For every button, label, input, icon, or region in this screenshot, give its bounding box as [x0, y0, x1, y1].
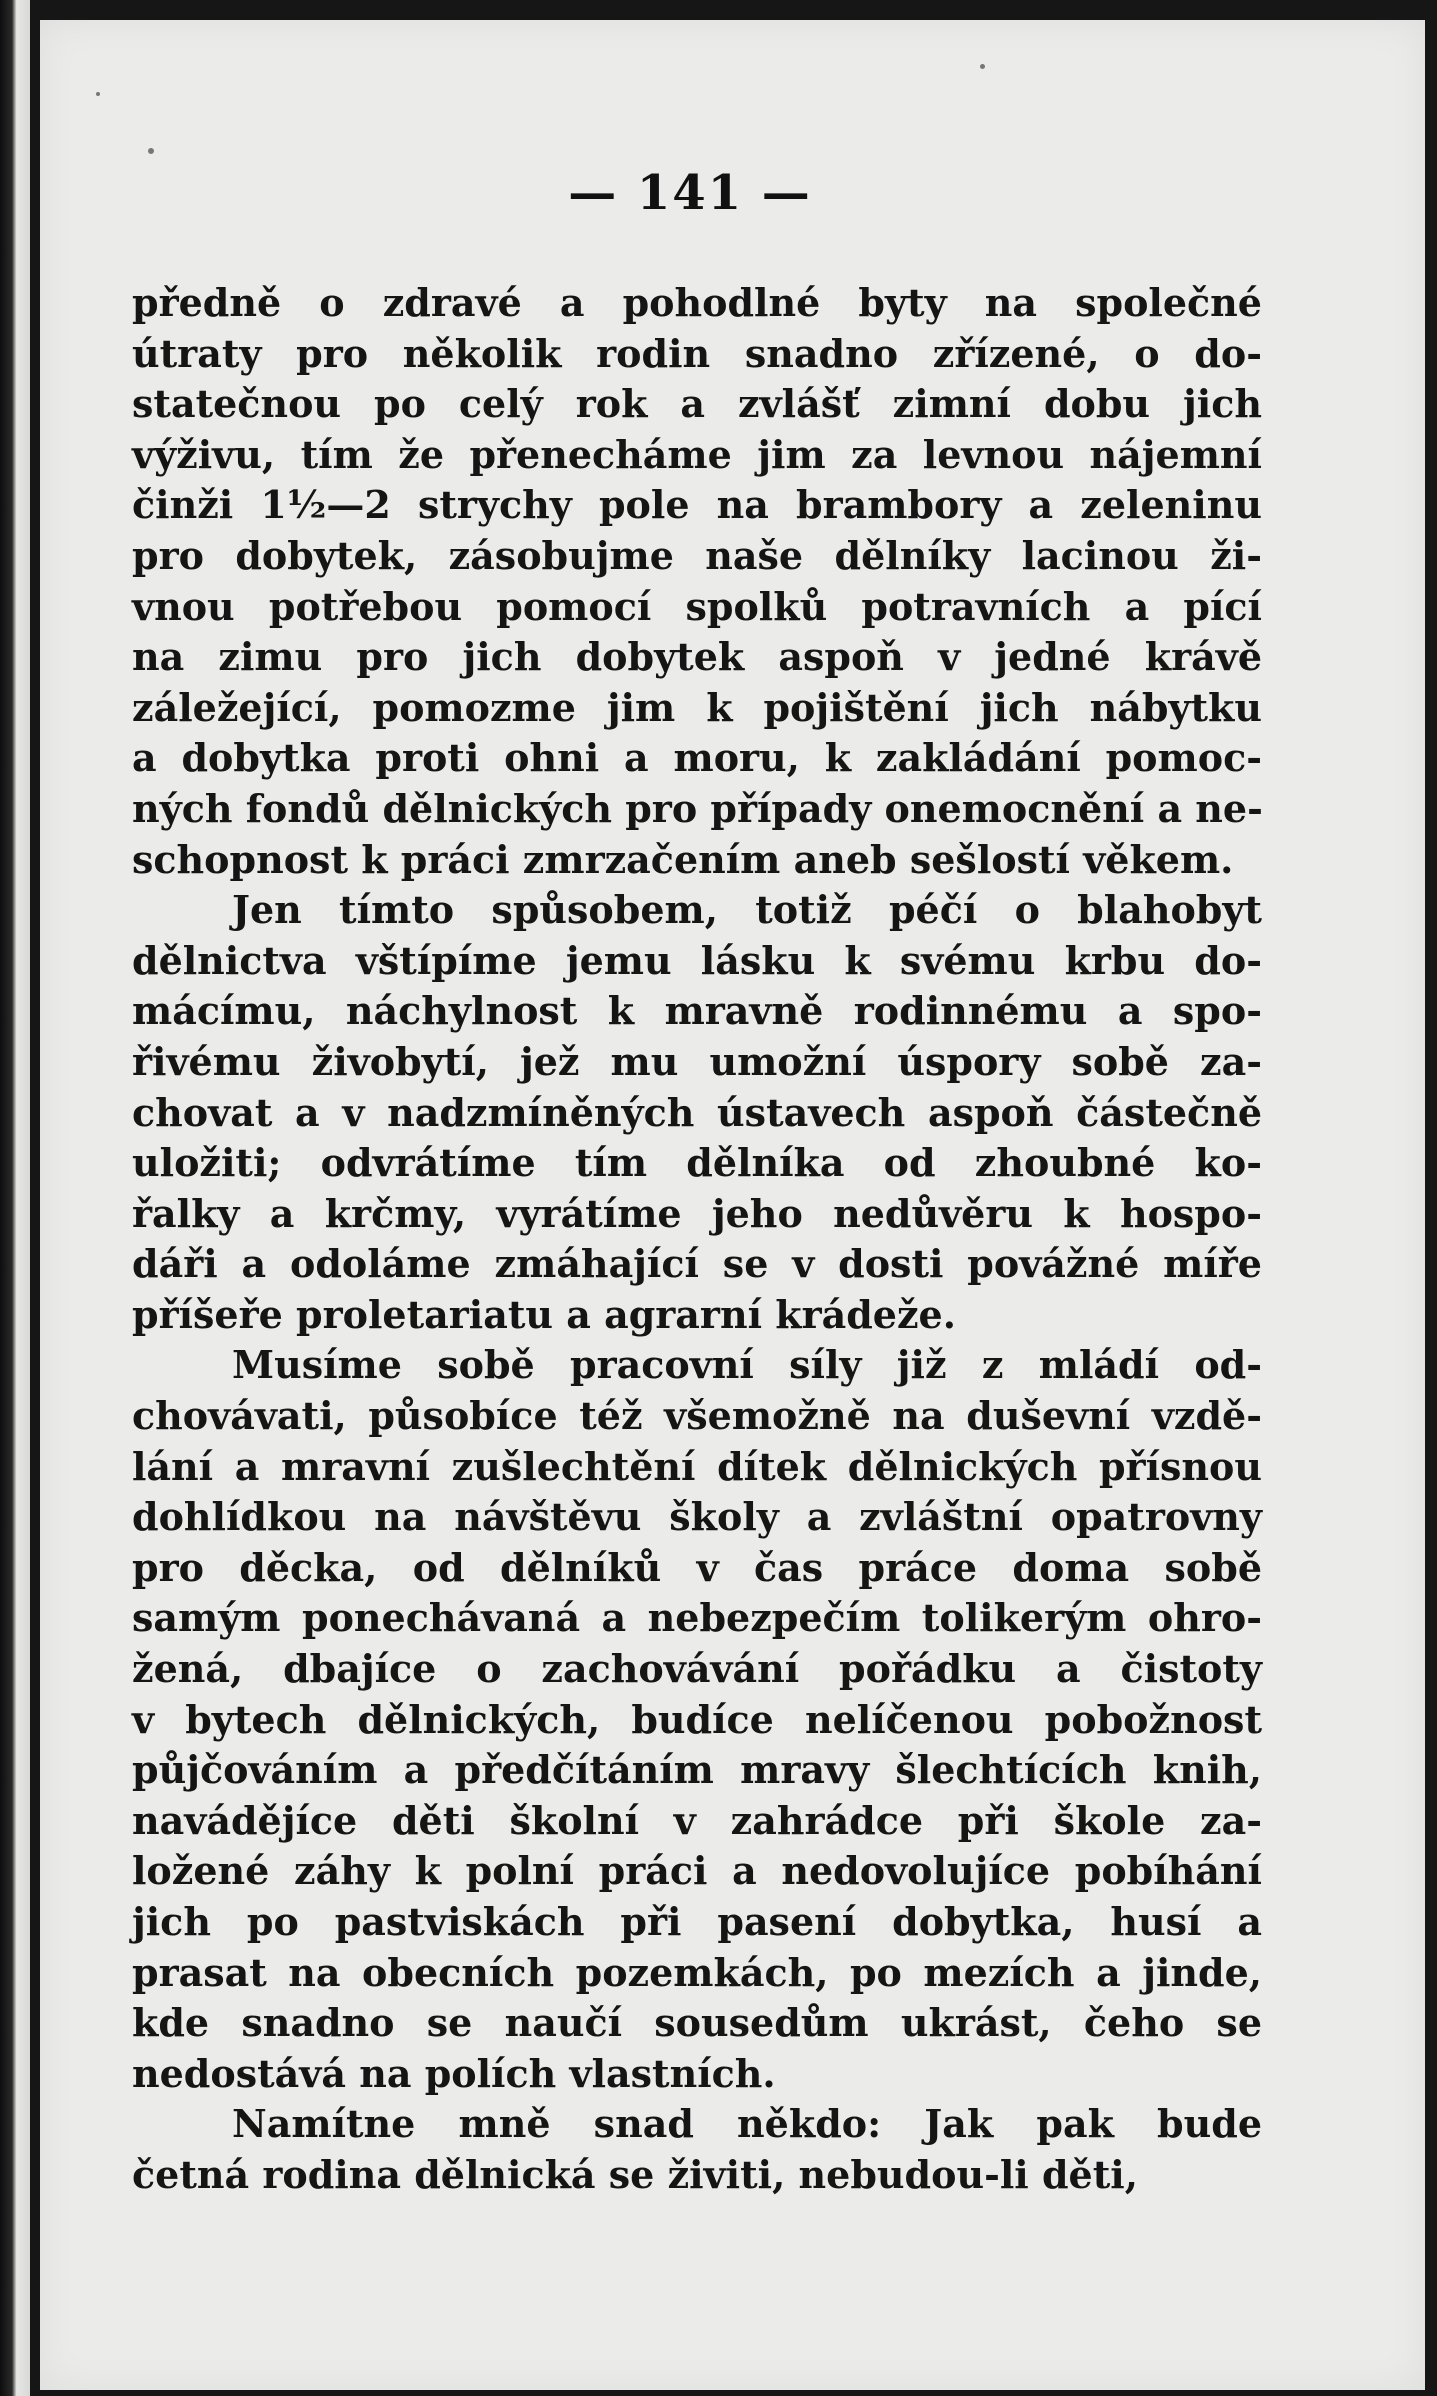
text-line: mácímu, náchylnost k mravně rodinnému a spo- — [132, 988, 1262, 1034]
text-line: výživu, tím že přenecháme jim za levnou nájemní — [132, 431, 1262, 477]
text-line: jich po pastviskách při pasení dobytka, husí a — [132, 1899, 1262, 1944]
text-line: nedostává na polích vlastních. — [132, 2050, 776, 2096]
text-line: půjčováním a předčítáním mravy šlechtících knih, — [132, 1747, 1262, 1793]
text-line: uložiti; odvrátíme tím dělníka od zhoubné ko- — [132, 1140, 1262, 1186]
text-line: řivému živobytí, jež mu umožní úspory sobě za- — [132, 1038, 1262, 1084]
text-line: činži 1½—2 strychy pole na brambory a zeleninu — [132, 482, 1262, 528]
book-page — [40, 20, 1425, 2390]
text-line: dáři a odoláme zmáhající se v dosti povážné míře — [132, 1241, 1262, 1287]
text-line: záležející, pomozme jim k pojištění jich nábytku — [132, 684, 1262, 730]
paragraph — [132, 885, 1262, 1340]
body-text — [132, 278, 1262, 2201]
text-line: dohlídkou na návštěvu školy a zvláštní opatrovny — [132, 1494, 1262, 1540]
text-line: chovat a v nadzmíněných ústavech aspoň částečně — [132, 1089, 1262, 1135]
text-line: schopnost k práci zmrzačením aneb sešlostí věkem. — [132, 836, 1234, 882]
text-line: prasat na obecních pozemkách, po mezích a jinde, — [132, 1949, 1262, 1995]
text-line: pro děcka, od dělníků v čas práce doma sobě — [132, 1544, 1262, 1590]
paper-speck — [148, 148, 154, 154]
text-line: statečnou po celý rok a zvlášť zimní dobu jich — [132, 381, 1262, 427]
text-line: útraty pro několik rodin snadno zřízené, o do- — [132, 330, 1262, 376]
paper-speck — [980, 64, 985, 69]
text-line: pro dobytek, zásobujme naše dělníky lacinou ži- — [132, 532, 1262, 578]
text-line: žená, dbajíce o zachovávání pořádku a čistoty — [132, 1646, 1262, 1692]
text-line: ložené záhy k polní práci a nedovolujíce pobíhání — [132, 1848, 1262, 1894]
text-line: Jen tímto spůsobem, totiž péčí o blahobyt — [232, 887, 1262, 933]
text-line: ných fondů dělnických pro případy onemocnění a ne- — [132, 785, 1263, 831]
text-line: vnou potřebou pomocí spolků potravních a pící — [132, 583, 1262, 629]
adjacent-page-edge — [0, 0, 30, 2396]
text-line: četná rodina dělnická se živiti, nebudou-li děti, — [132, 2151, 1138, 2197]
text-line: lání a mravní zušlechtění dítek dělnických přísnou — [132, 1443, 1262, 1489]
text-line: Musíme sobě pracovní síly již z mládí od- — [232, 1342, 1262, 1388]
text-line: samým ponechávaná a nebezpečím tolikerým ohro- — [132, 1595, 1262, 1641]
page-number: — 141 — — [568, 165, 812, 221]
paragraph — [132, 1340, 1262, 2099]
text-line: navádějíce děti školní v zahrádce při škole za- — [132, 1797, 1262, 1843]
text-line: dělnictva vštípíme jemu lásku k svému krbu do- — [132, 937, 1262, 983]
text-line: předně o zdravé a pohodlné byty na společné — [132, 280, 1262, 325]
paragraph — [132, 278, 1262, 885]
text-line: příšeře proletariatu a agrarní krádeže. — [132, 1291, 956, 1337]
paragraph — [132, 2099, 1262, 2200]
text-line: řalky a krčmy, vyrátíme jeho nedůvěru k hospo- — [132, 1190, 1262, 1236]
text-line: chovávati, působíce též všemožně na duševní vzdě- — [132, 1393, 1262, 1439]
text-line: na zimu pro jich dobytek aspoň v jedné krávě — [132, 634, 1262, 680]
text-line: a dobytka proti ohni a moru, k zakládání pomoc- — [132, 735, 1262, 781]
text-line: v bytech dělnických, budíce nelíčenou pobožnost — [132, 1696, 1262, 1742]
text-line: Namítne mně snad někdo: Jak pak bude — [232, 2101, 1262, 2147]
text-line: kde snadno se naučí sousedům ukrást, čeho se — [132, 2000, 1262, 2046]
paper-speck — [96, 92, 100, 96]
